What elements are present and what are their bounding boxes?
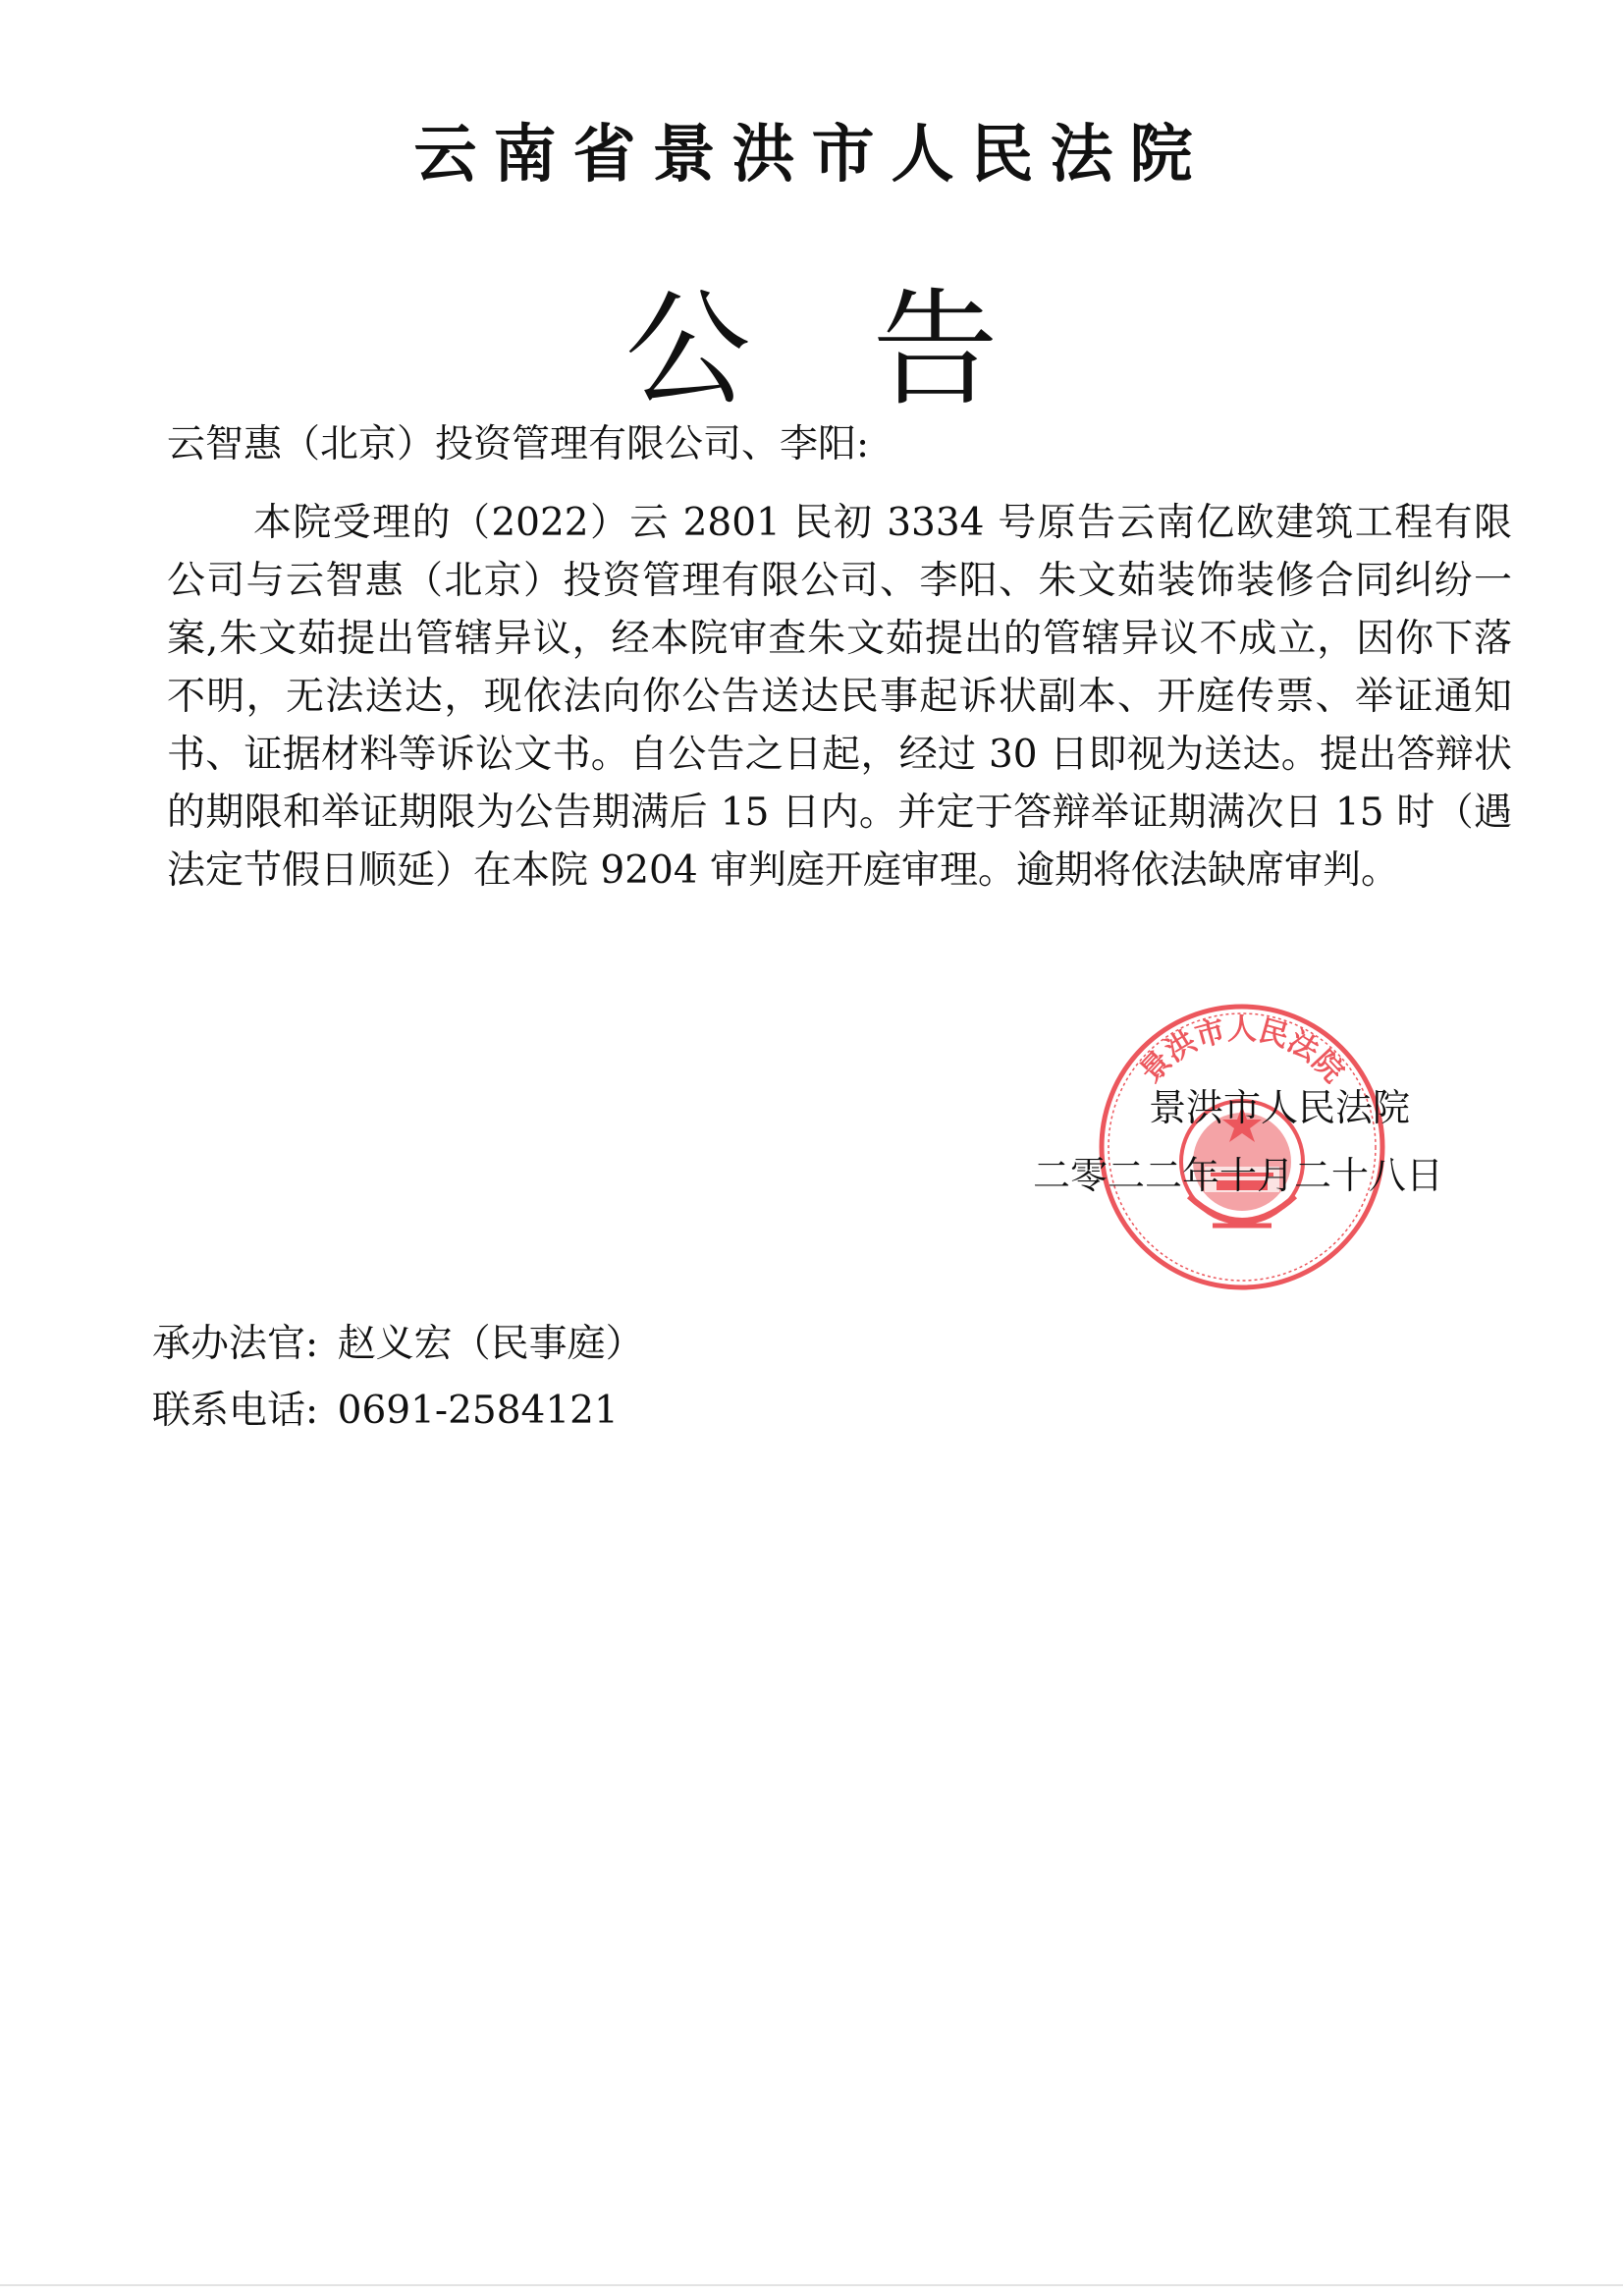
signature-court-name: 景洪市人民法院 <box>1149 1086 1411 1129</box>
notice-title <box>0 277 1623 424</box>
notice-title-char-2: 告 <box>872 277 999 423</box>
seal-text: 景洪市人民法院 <box>1133 1011 1351 1090</box>
judge-label: 承办法官: <box>152 1322 319 1366</box>
court-name-heading: 云南省景洪市人民法院 <box>413 119 1210 191</box>
phone-contact-row <box>152 1387 619 1436</box>
phone-label: 联系电话: <box>152 1389 319 1433</box>
judge-contact-row <box>152 1320 644 1369</box>
signature-date: 二零二二年十月二十八日 <box>1033 1154 1444 1197</box>
judge-value: 赵义宏（民事庭） <box>337 1322 644 1366</box>
svg-text:景洪市人民法院 <box>1134 1012 1351 1089</box>
notice-title-char-1: 公 <box>624 277 751 423</box>
notice-body-paragraph: 本院受理的（2022）云 2801 民初 3334 号原告云南亿欧建筑工程有限公司与云智惠（北京）投资管理有限公司、李阳、朱文茹装饰装修合同纠纷一案,朱文茹提出管辖异议，经本院审查朱文茹提出的管辖异议不成立，因你下落不明，无法送达，现依法向你公告送达民事起诉状副本、开庭传票、举证通知书、证据材料等诉讼文书。自公告之日起，经过 30 日即视为送达。提出答辩状的期限和举证期限为公告期满后 15 日内。并定于答辩举证期满次日 15 时（遇法定节假日顺延）在本院 9204 审判庭开庭审理。逾期将依法缺席审判。 <box>167 501 1512 893</box>
addressee-line: 云智惠（北京）投资管理有限公司、李阳: <box>167 422 870 466</box>
court-seal-icon <box>1095 1000 1389 1294</box>
page-bottom-rule <box>0 2284 1623 2286</box>
phone-value: 0691-2584121 <box>337 1389 619 1433</box>
